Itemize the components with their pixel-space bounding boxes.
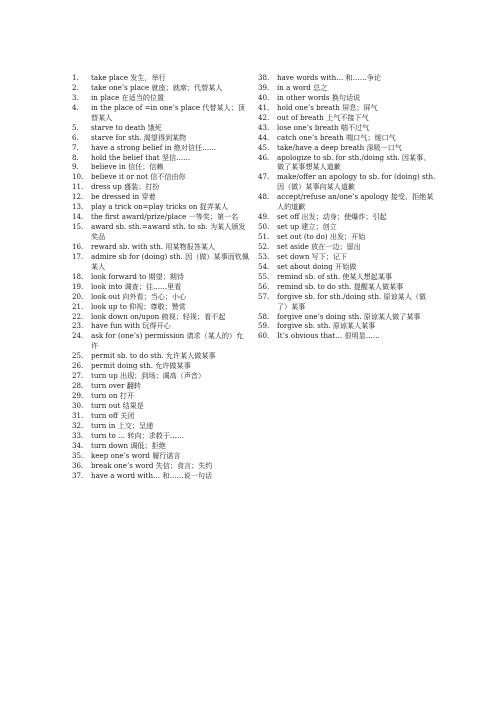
entry-number: 57. — [258, 291, 270, 301]
entry-number: 31. — [72, 410, 84, 420]
entry-text: in a word 总之 — [277, 82, 328, 92]
entry-text: turn to … 转向；求救于…… — [91, 430, 185, 440]
entry-text: be dressed in 穿着 — [91, 192, 156, 202]
phrase-entry — [258, 331, 436, 341]
entry-text: set out (to do) 出发；开始 — [277, 232, 366, 241]
phrase-entry — [72, 331, 250, 351]
entry-number: 21. — [72, 301, 84, 311]
entry-text: forgive sb. sth. 原谅某人某事 — [277, 321, 376, 331]
entry-number: 40. — [258, 92, 270, 102]
entry-number: 53. — [258, 251, 270, 261]
phrase-list-left — [72, 73, 250, 480]
entry-number: 23. — [72, 321, 84, 331]
entry-number: 2. — [72, 82, 79, 92]
phrase-entry — [72, 351, 250, 361]
phrase-entry — [72, 242, 250, 252]
entry-number: 55. — [258, 271, 270, 281]
phrase-entry — [72, 212, 250, 222]
entry-text: set aside 放在一边；留出 — [277, 241, 361, 251]
entry-number: 14. — [72, 212, 84, 222]
phrase-entry — [72, 83, 250, 93]
entry-number: 29. — [72, 391, 84, 400]
phrase-entry — [258, 292, 436, 312]
phrase-list-right — [258, 73, 436, 341]
phrase-entry — [72, 202, 250, 212]
entry-text: ask for (one’s) permission 请求（某人的）允许 — [91, 331, 244, 351]
entry-text: accept/refuse an/one’s apology 接受、拒绝某人的道歉 — [277, 192, 434, 212]
phrase-entry — [72, 431, 250, 441]
entry-text: starve for sth. 渴望得到某物 — [91, 132, 187, 142]
entry-text: play a trick on=play tricks on 捉弄某人 — [91, 202, 229, 212]
entry-number: 42. — [258, 112, 270, 122]
entry-text: look up to 仰视；尊敬；赞赏 — [91, 301, 186, 311]
entry-text: take place 发生，举行 — [91, 73, 166, 82]
phrase-entry — [72, 371, 250, 381]
entry-text: have a word with… 和……说一句话 — [91, 470, 213, 480]
phrase-entry — [258, 212, 436, 222]
entry-number: 25. — [72, 351, 84, 361]
entry-number: 8. — [72, 152, 79, 162]
entry-number: 38. — [258, 73, 270, 82]
entry-text: have a strong belief in 绝对信任…… — [91, 142, 217, 152]
entry-text: take/have a deep breath 深吸一口气 — [277, 142, 402, 152]
phrase-entry — [258, 172, 436, 192]
entry-text: hold the belief that 坚信…… — [91, 152, 191, 162]
phrase-entry — [72, 272, 250, 282]
phrase-entry — [258, 232, 436, 242]
phrase-entry — [258, 312, 436, 322]
entry-text: believe in 信任；信赖 — [91, 162, 164, 172]
entry-text: set about doing 开始做 — [277, 261, 357, 271]
entry-text: make/offer an apology to sb. for (doing) sth. 因（做）某事向某人道歉 — [277, 172, 436, 192]
entry-text: forgive sb. for sth./doing sth. 原谅某人（做了）某事 — [277, 291, 427, 311]
entry-text: keep one’s word 履行诺言 — [91, 450, 181, 460]
entry-text: the first award/prize/place 一等奖；第一名 — [91, 212, 239, 222]
entry-number: 36. — [72, 460, 84, 470]
entry-number: 7. — [72, 142, 79, 152]
phrase-entry — [258, 262, 436, 272]
entry-number: 58. — [258, 311, 270, 321]
phrase-entry — [258, 103, 436, 113]
entry-number: 44. — [258, 132, 270, 142]
entry-text: remind sb. of sth. 使某人想起某事 — [277, 271, 393, 281]
phrase-entry — [72, 321, 250, 331]
entry-text: turn over 翻转 — [91, 381, 141, 391]
entry-text: turn on 打开 — [91, 391, 134, 400]
entry-text: dress up 盛装；打扮 — [91, 182, 160, 192]
phrase-entry — [258, 123, 436, 133]
phrase-entry — [72, 292, 250, 302]
phrase-entry — [258, 321, 436, 331]
phrase-entry — [258, 252, 436, 262]
phrase-entry — [72, 133, 250, 143]
entry-number: 56. — [258, 281, 270, 291]
phrase-entry — [72, 153, 250, 163]
entry-number: 24. — [72, 331, 84, 341]
entry-number: 16. — [72, 241, 84, 251]
phrase-entry — [258, 192, 436, 212]
entry-number: 15. — [72, 222, 84, 232]
entry-number: 39. — [258, 82, 270, 92]
entry-text: turn up 出现；到场；调高（声音） — [91, 371, 206, 381]
entry-number: 5. — [72, 122, 79, 132]
entry-number: 32. — [72, 420, 84, 430]
phrase-entry — [258, 133, 436, 143]
entry-number: 11. — [72, 182, 84, 192]
entry-number: 26. — [72, 361, 84, 371]
entry-number: 47. — [258, 172, 270, 182]
entry-text: forgive one’s doing sth. 原谅某人做了某事 — [277, 311, 421, 321]
phrase-entry — [72, 391, 250, 401]
entry-number: 59. — [258, 321, 270, 331]
phrase-entry — [72, 302, 250, 312]
entry-number: 46. — [258, 152, 270, 162]
entry-text: admire sb for (doing) sth. 因（做）某事而钦佩某人 — [91, 251, 249, 271]
entry-number: 51. — [258, 232, 270, 241]
entry-number: 3. — [72, 92, 79, 102]
entry-text: permit sb. to do sth. 允许某人做某事 — [91, 351, 216, 361]
entry-text: lose one’s breath 喘不过气 — [277, 122, 370, 132]
phrase-entry — [258, 282, 436, 292]
phrase-entry — [72, 192, 250, 202]
entry-number: 52. — [258, 241, 270, 251]
entry-number: 35. — [72, 450, 84, 460]
phrase-entry — [258, 222, 436, 232]
entry-text: turn off 关闭 — [91, 410, 135, 420]
phrase-entry — [258, 73, 436, 83]
phrase-entry — [258, 113, 436, 123]
entry-number: 28. — [72, 381, 84, 391]
entry-text: catch one’s breath 喘口气；缓口气 — [277, 132, 396, 142]
entry-text: turn down 调低；拒绝 — [91, 440, 166, 450]
entry-text: have fun with 玩得开心 — [91, 321, 171, 331]
entry-number: 34. — [72, 440, 84, 450]
phrase-entry — [72, 451, 250, 461]
entry-text: starve to death 饿死 — [91, 122, 162, 132]
entry-number: 4. — [72, 102, 79, 112]
entry-number: 13. — [72, 202, 84, 212]
phrase-entry — [72, 381, 250, 391]
entry-text: in other words 换句话说 — [277, 92, 361, 102]
phrase-entry — [258, 242, 436, 252]
phrase-entry — [72, 441, 250, 451]
entry-number: 12. — [72, 192, 84, 202]
entry-number: 49. — [258, 212, 270, 222]
entry-number: 20. — [72, 291, 84, 301]
entry-text: look forward to 期望；期待 — [91, 271, 184, 281]
entry-text: in place 在适当的位置 — [91, 92, 165, 102]
entry-text: hold one’s breath 屏息；屏气 — [277, 102, 378, 112]
entry-text: believe it or not 信不信由你 — [91, 172, 186, 182]
phrase-entry — [72, 461, 250, 471]
phrase-entry — [72, 282, 250, 292]
phrase-entry — [258, 93, 436, 103]
entry-text: reward sb. with sth. 用某物报答某人 — [91, 241, 216, 251]
entry-text: look out 向外看；当心；小心 — [91, 291, 187, 301]
entry-number: 10. — [72, 172, 84, 182]
entry-text: look down on/upon 俯视；轻视；看不起 — [91, 311, 226, 321]
entry-text: award sb. sth.=award sth. to sb. 为某人颁发奖品 — [91, 222, 246, 241]
entry-text: apologize to sb. for sth./doing sth. 因某事、做了某事想某人道歉 — [277, 152, 431, 172]
entry-number: 41. — [258, 102, 270, 112]
entry-number: 60. — [258, 331, 270, 341]
entry-number: 43. — [258, 122, 270, 132]
phrase-entry — [72, 252, 250, 272]
phrase-entry — [72, 182, 250, 192]
phrase-entry — [72, 361, 250, 371]
entry-number: 27. — [72, 371, 84, 381]
entry-number: 54. — [258, 261, 270, 271]
entry-text: set up 建立；创立 — [277, 222, 337, 232]
entry-text: have words with… 和……争论 — [277, 73, 382, 82]
entry-number: 45. — [258, 142, 270, 152]
entry-text: turn out 结果是 — [91, 400, 144, 410]
entry-text: remind sb. to do sth. 提醒某人做某事 — [277, 281, 404, 291]
entry-text: turn in 上交；呈递 — [91, 420, 154, 430]
phrase-entry — [72, 312, 250, 322]
entry-number: 9. — [72, 162, 79, 172]
entry-text: out of breath 上气不接下气 — [277, 112, 369, 122]
entry-number: 33. — [72, 430, 84, 440]
entry-number: 30. — [72, 400, 84, 410]
entry-text: in the place of =in one’s place 代替某人；顶替某人 — [91, 102, 245, 122]
phrase-entry — [72, 162, 250, 172]
entry-number: 19. — [72, 281, 84, 291]
phrase-entry — [72, 103, 250, 123]
phrase-entry — [72, 143, 250, 153]
entry-text: set down 写下；记下 — [277, 251, 348, 261]
phrase-entry — [72, 93, 250, 103]
phrase-entry — [72, 123, 250, 133]
entry-number: 37. — [72, 470, 84, 480]
phrase-entry — [258, 272, 436, 282]
entry-number: 18. — [72, 271, 84, 281]
entry-number: 50. — [258, 222, 270, 232]
phrase-entry — [258, 143, 436, 153]
entry-text: break one’s word 失信；食言；失约 — [91, 460, 213, 470]
phrase-entry — [72, 411, 250, 421]
phrase-entry — [72, 73, 250, 83]
phrase-entry — [72, 401, 250, 411]
entry-text: permit doing sth. 允许做某事 — [91, 361, 191, 371]
entry-text: set off 出发；动身；使爆炸；引起 — [277, 212, 387, 222]
entry-number: 6. — [72, 132, 79, 142]
phrase-entry — [72, 172, 250, 182]
phrase-entry — [72, 471, 250, 481]
entry-number: 22. — [72, 311, 84, 321]
phrase-entry — [72, 421, 250, 431]
entry-text: take one’s place 就座；就席；代替某人 — [91, 82, 223, 92]
entry-number: 1. — [72, 73, 79, 82]
entry-number: 48. — [258, 192, 270, 202]
phrase-entry — [258, 83, 436, 93]
entry-number: 17. — [72, 251, 84, 261]
phrase-entry — [72, 222, 250, 242]
phrase-entry — [258, 153, 436, 173]
entry-text: look into 调查；往……里看 — [91, 281, 182, 291]
entry-text: It’s obvious that… 很明显…… — [277, 331, 380, 341]
